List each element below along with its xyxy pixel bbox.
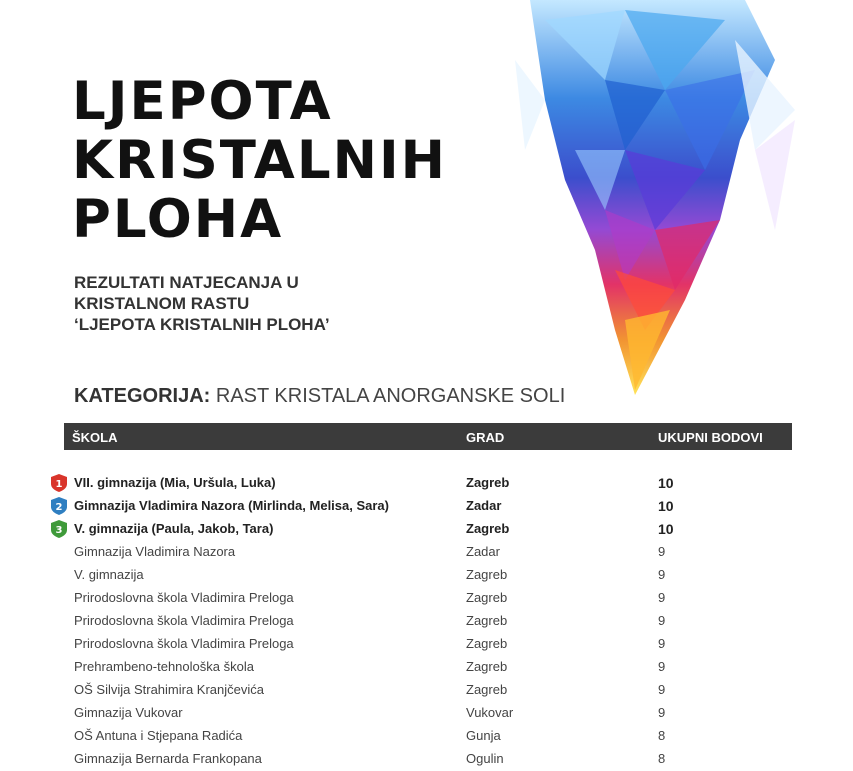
school-name: OŠ Antuna i Stjepana Radića <box>74 728 243 743</box>
header-points: UKUPNI BODOVI <box>658 430 763 445</box>
school-name: V. gimnazija <box>74 567 144 582</box>
title-line-1: LJEPOTA <box>72 71 333 132</box>
table-row <box>0 725 853 748</box>
category-label: KATEGORIJA: <box>74 385 211 407</box>
points-value: 10 <box>658 498 674 514</box>
points-value: 8 <box>658 751 666 766</box>
table-row <box>0 679 853 702</box>
city-name: Zagreb <box>466 475 510 490</box>
points-value: 9 <box>658 567 666 582</box>
school-name: Prirodoslovna škola Vladimira Preloga <box>74 613 294 628</box>
page-subtitle <box>74 272 330 335</box>
city-name: Zadar <box>466 498 502 513</box>
header-city: GRAD <box>466 430 505 445</box>
table-header <box>64 423 792 450</box>
svg-text:3: 3 <box>55 525 63 536</box>
title-line-2: KRISTALNIH <box>72 130 448 191</box>
svg-text:2: 2 <box>55 502 63 513</box>
svg-text:1: 1 <box>55 479 63 490</box>
table-row <box>0 702 853 725</box>
table-row <box>0 472 853 495</box>
points-value: 10 <box>658 521 674 537</box>
points-value: 9 <box>658 659 666 674</box>
city-name: Zadar <box>466 544 500 559</box>
subtitle-line-2: KRISTALNOM RASTU <box>74 294 250 313</box>
medal-3-icon <box>51 520 67 538</box>
school-name: Prirodoslovna škola Vladimira Preloga <box>74 636 294 651</box>
school-name: OŠ Silvija Strahimira Kranjčevića <box>74 682 265 697</box>
title-line-3: PLOHA <box>72 189 284 250</box>
table-row <box>0 564 853 587</box>
crystal-graphic <box>505 0 805 400</box>
city-name: Zagreb <box>466 521 510 536</box>
school-name: Prehrambeno-tehnološka škola <box>74 659 254 674</box>
points-value: 9 <box>658 613 666 628</box>
medal-2-icon <box>51 497 67 515</box>
page-title <box>72 72 447 249</box>
school-name: Prirodoslovna škola Vladimira Preloga <box>74 590 294 605</box>
city-name: Zagreb <box>466 682 508 697</box>
school-name: Gimnazija Bernarda Frankopana <box>74 751 262 766</box>
city-name: Zagreb <box>466 567 508 582</box>
school-name: Gimnazija Vladimira Nazora <box>74 544 236 559</box>
table-row <box>0 633 853 656</box>
city-name: Zagreb <box>466 636 508 651</box>
points-value: 9 <box>658 590 666 605</box>
city-name: Gunja <box>466 728 501 743</box>
points-value: 8 <box>658 728 666 743</box>
crystal-facets <box>515 0 795 395</box>
city-name: Ogulin <box>466 751 504 766</box>
school-name: Gimnazija Vladimira Nazora (Mirlinda, Melisa, Sara) <box>74 498 389 513</box>
school-name: V. gimnazija (Paula, Jakob, Tara) <box>74 521 274 536</box>
city-name: Zagreb <box>466 590 508 605</box>
medal-1-icon <box>51 474 67 492</box>
table-row <box>0 610 853 633</box>
subtitle-line-1: REZULTATI NATJECANJA U <box>74 273 299 292</box>
table-row <box>0 518 853 541</box>
results-table <box>0 472 853 771</box>
school-name: Gimnazija Vukovar <box>74 705 183 720</box>
table-row <box>0 541 853 564</box>
points-value: 9 <box>658 636 666 651</box>
points-value: 10 <box>658 475 674 491</box>
school-name: VII. gimnazija (Mia, Uršula, Luka) <box>74 475 276 490</box>
points-value: 9 <box>658 682 666 697</box>
city-name: Zagreb <box>466 613 508 628</box>
header-school: ŠKOLA <box>72 430 118 445</box>
city-name: Vukovar <box>466 705 514 720</box>
points-value: 9 <box>658 705 666 720</box>
category-value: RAST KRISTALA ANORGANSKE SOLI <box>215 385 566 407</box>
table-row <box>0 587 853 610</box>
table-row <box>0 656 853 679</box>
points-value: 9 <box>658 544 666 559</box>
table-row <box>0 748 853 771</box>
table-row <box>0 495 853 518</box>
city-name: Zagreb <box>466 659 508 674</box>
subtitle-line-3: ‘LJEPOTA KRISTALNIH PLOHA’ <box>74 315 330 334</box>
category-heading <box>74 385 565 408</box>
